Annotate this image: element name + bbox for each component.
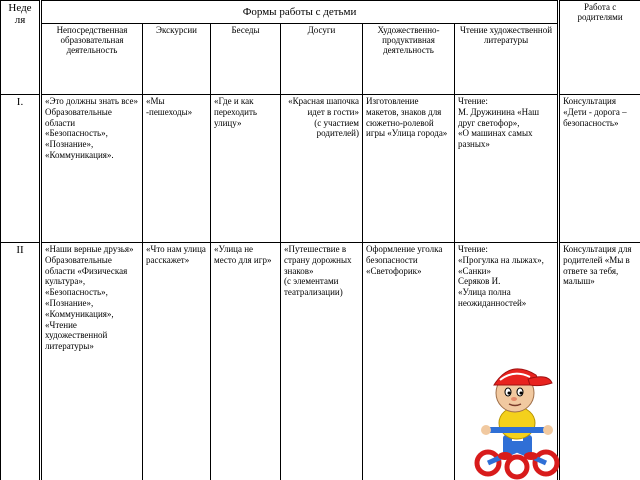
leisure-note: (с элементами театрализации) <box>284 276 343 298</box>
nod-topic: «Это должны знать все» <box>45 96 139 106</box>
column-header-nod: Непосредственная образовательная деятельность <box>41 24 143 95</box>
nose-icon <box>511 397 517 401</box>
right-pupil-icon <box>520 392 523 395</box>
leisure-cell <box>281 243 363 480</box>
forms-header: Формы работы с детьми <box>41 1 559 24</box>
leisure-note: (с участием родителей) <box>314 117 359 139</box>
reading-line: «О машинах самых разных» <box>458 128 533 150</box>
right-hand-icon <box>543 425 553 435</box>
art-cell: Оформление уголка безопасности «Светофорик» <box>363 243 455 480</box>
excursion-cell: «Мы -пешеходы» <box>143 95 211 243</box>
left-hand-icon <box>481 425 491 435</box>
column-header-excursions: Экскурсии <box>143 24 211 95</box>
column-header-leisure: Досуги <box>281 24 363 95</box>
reading-line: Чтение: <box>458 96 488 106</box>
reading-line: «Прогулка на лыжах», «Санки» <box>458 254 544 276</box>
reading-line: Чтение: <box>458 244 488 254</box>
left-shoe-icon <box>498 452 512 460</box>
nod-cell <box>41 243 143 480</box>
parents-cell: Консультация «Дети - дорога – безопасность» <box>559 95 640 243</box>
reading-line: «Улица полна неожиданностей» <box>458 287 527 308</box>
leisure-title: «Красная шапочка идет в гости» <box>288 96 359 117</box>
reading-cell <box>455 95 559 243</box>
column-header-art: Художественно-продуктивная деятельность <box>363 24 455 95</box>
talk-cell: «Где и как переходить улицу» <box>211 95 281 243</box>
parents-cell: Консультация для родителей «Мы в ответе за тебя, малыш» <box>559 243 640 480</box>
reading-line: Серяков И. <box>458 276 501 287</box>
nod-topic: «Наши верные друзья» <box>45 244 134 254</box>
reading-line: М. Дружинина «Наш друг светофор», <box>458 106 540 128</box>
table-row <box>1 95 640 243</box>
nod-areas: Образовательные области «Физическая культура», «Безопасность», «Познание», «Коммуникация», «Чтение художественной литературы» <box>45 254 128 352</box>
leisure-title: «Путешествие в страну дорожных знаков» <box>284 244 352 276</box>
column-header-talks: Беседы <box>211 24 281 95</box>
art-cell: Изготовление макетов, знаков для сюжетно-ролевой игры «Улица города» <box>363 95 455 243</box>
right-shoe-icon <box>524 452 538 460</box>
front-wheel-icon <box>507 457 527 477</box>
column-header-reading: Чтение художественной литературы <box>455 24 559 95</box>
cap-visor-icon <box>528 377 552 386</box>
parents-header: Работа с родителями <box>559 1 640 95</box>
week-header: Неде ля <box>1 1 41 95</box>
week-number: II <box>1 243 41 480</box>
left-pupil-icon <box>508 392 511 395</box>
leisure-cell <box>281 95 363 243</box>
excursion-cell: «Что нам улица расскажет» <box>143 243 211 480</box>
talk-cell: «Улица не место для игр» <box>211 243 281 480</box>
nod-areas: Образовательные области «Безопасность», «Познание», «Коммуникация». <box>45 106 114 160</box>
handlebar-icon <box>484 427 550 433</box>
week-number: I. <box>1 95 41 243</box>
boy-on-tricycle-illustration <box>470 355 565 480</box>
nod-cell <box>41 95 143 243</box>
